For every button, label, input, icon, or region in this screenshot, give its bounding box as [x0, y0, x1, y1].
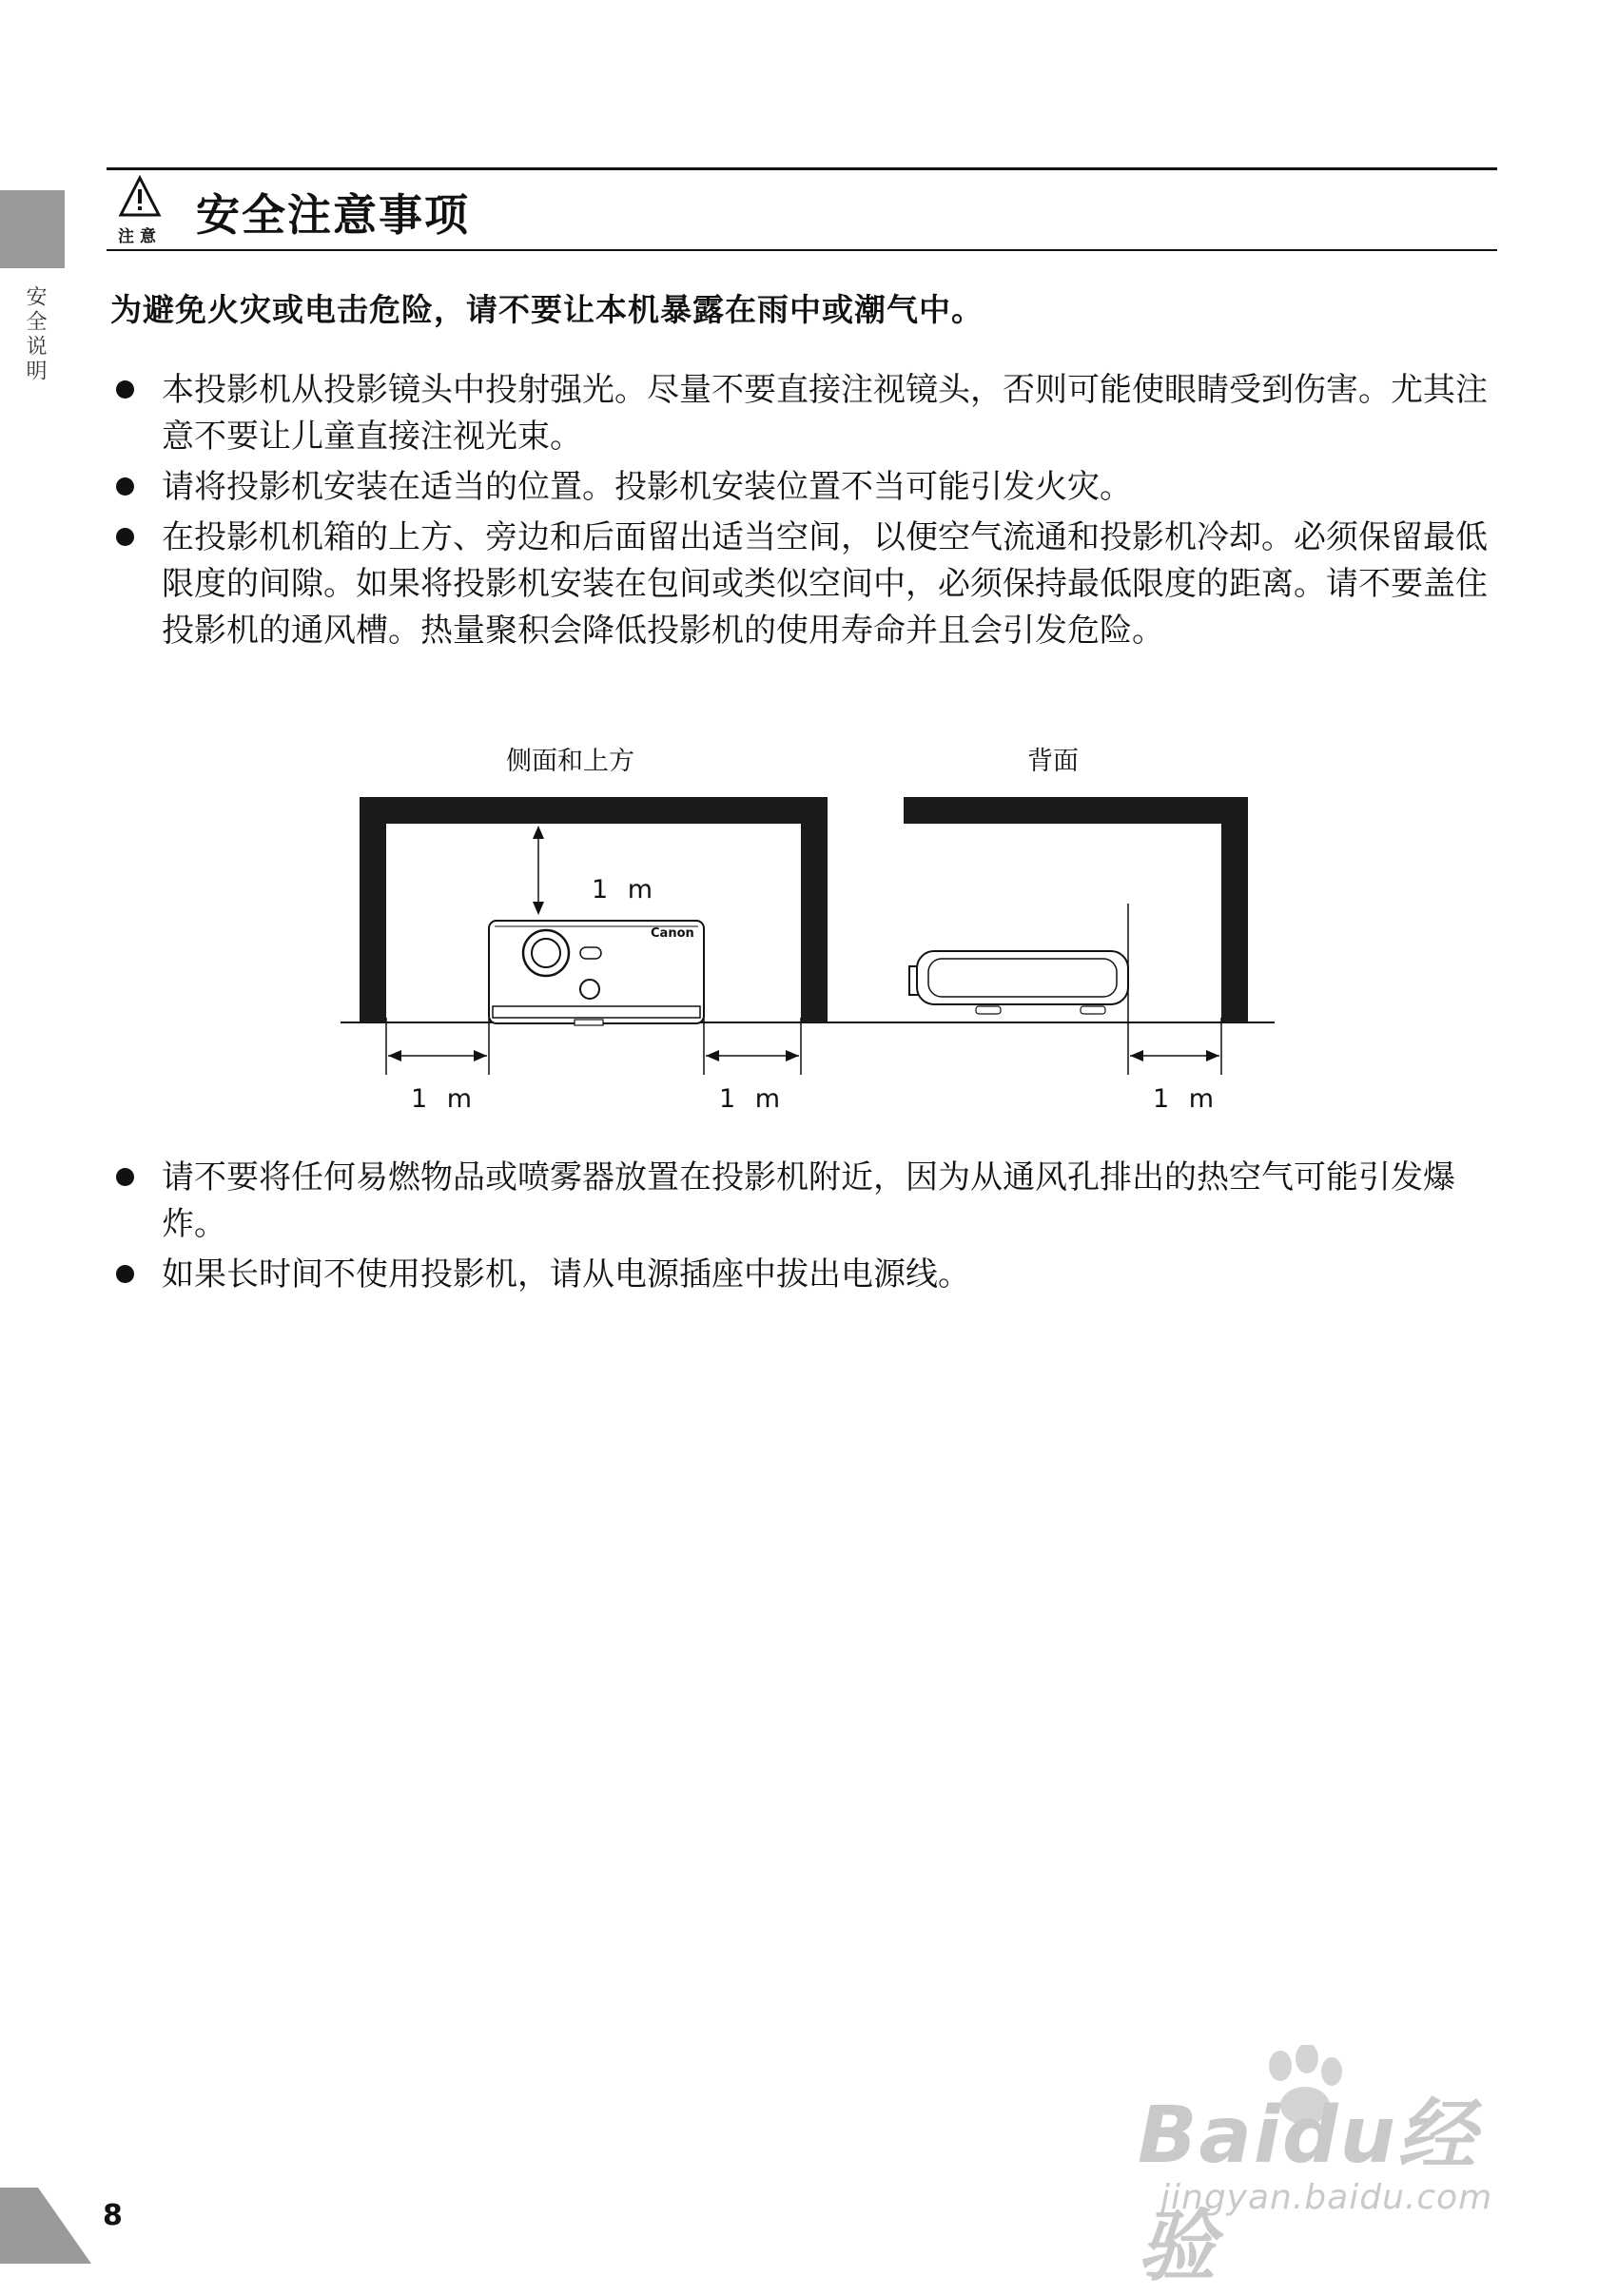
- dimension-label-mid: 1 m: [719, 1084, 787, 1114]
- projector-brand-text: Canon: [651, 926, 694, 941]
- watermark-logo-text: Baidu经验: [1138, 2091, 1478, 2292]
- clearance-arrow-mid: [704, 1018, 801, 1075]
- watermark: [1138, 2045, 1537, 2292]
- list-item-text: 在投影机机箱的上方、旁边和后面留出适当空间，以便空气流通和投影机冷却。必须保留最低限度的间隙。如果将投影机安装在包间或类似空间中，必须保持最低限度的距离。请不要盖住投影机的通风槽。热量聚积会降低投影机的使用寿命并且会引发危险。: [162, 518, 1488, 650]
- dimension-label-right: 1 m: [1153, 1084, 1220, 1114]
- diagram-label-side: 侧面和上方: [506, 747, 634, 776]
- safety-list-top: [110, 367, 1499, 658]
- bullet-icon: [116, 380, 134, 399]
- warning-statement: 为避免火灾或电击危险，请不要让本机暴露在雨中或潮气中。: [110, 291, 984, 328]
- caution-badge: [110, 175, 169, 245]
- section-tab-marker: [0, 190, 65, 268]
- list-item: [110, 367, 1499, 460]
- list-item-text: 如果长时间不使用投影机，请从电源插座中拔出电源线。: [162, 1255, 970, 1294]
- list-item-text: 请不要将任何易燃物品或喷雾器放置在投影机附近，因为从通风孔排出的热空气可能引发爆炸。: [162, 1158, 1455, 1243]
- list-item-text: 本投影机从投影镜头中投射强光。尽量不要直接注视镜头，否则可能使眼睛受到伤害。尤其注意不要让儿童直接注视光束。: [162, 371, 1488, 456]
- page-corner-tab: [0, 2188, 91, 2264]
- bullet-icon: [116, 1168, 134, 1186]
- watermark-url: jingyan.baidu.com: [1160, 2178, 1493, 2217]
- header-top-rule: [107, 167, 1497, 170]
- header-bottom-rule: [107, 249, 1497, 251]
- bullet-icon: [116, 528, 134, 546]
- dimension-label-top: 1 m: [592, 875, 659, 905]
- dimension-label-left: 1 m: [411, 1084, 478, 1114]
- safety-list-bottom: [110, 1155, 1499, 1302]
- list-item-text: 请将投影机安装在适当的位置。投影机安装位置不当可能引发火灾。: [162, 468, 1132, 506]
- clearance-arrow-left: [386, 1018, 489, 1075]
- warning-triangle-icon: [118, 175, 162, 219]
- section-side-label: 安全说明: [23, 285, 47, 384]
- page-title: 安全注意事项: [196, 189, 470, 241]
- diagram-label-rear: 背面: [1027, 747, 1079, 776]
- projector-side-icon: [909, 951, 1128, 1014]
- caution-label: 注意: [118, 227, 162, 246]
- list-item: [110, 1252, 1499, 1298]
- list-item: [110, 464, 1499, 511]
- list-item: [110, 1155, 1499, 1248]
- list-item: [110, 515, 1499, 654]
- page-number: 8: [103, 2199, 123, 2232]
- bullet-icon: [116, 477, 134, 496]
- clearance-arrow-right: [1128, 904, 1221, 1075]
- bullet-icon: [116, 1265, 134, 1283]
- clearance-arrow-top: [533, 826, 544, 915]
- clearance-diagram: [333, 732, 1275, 1132]
